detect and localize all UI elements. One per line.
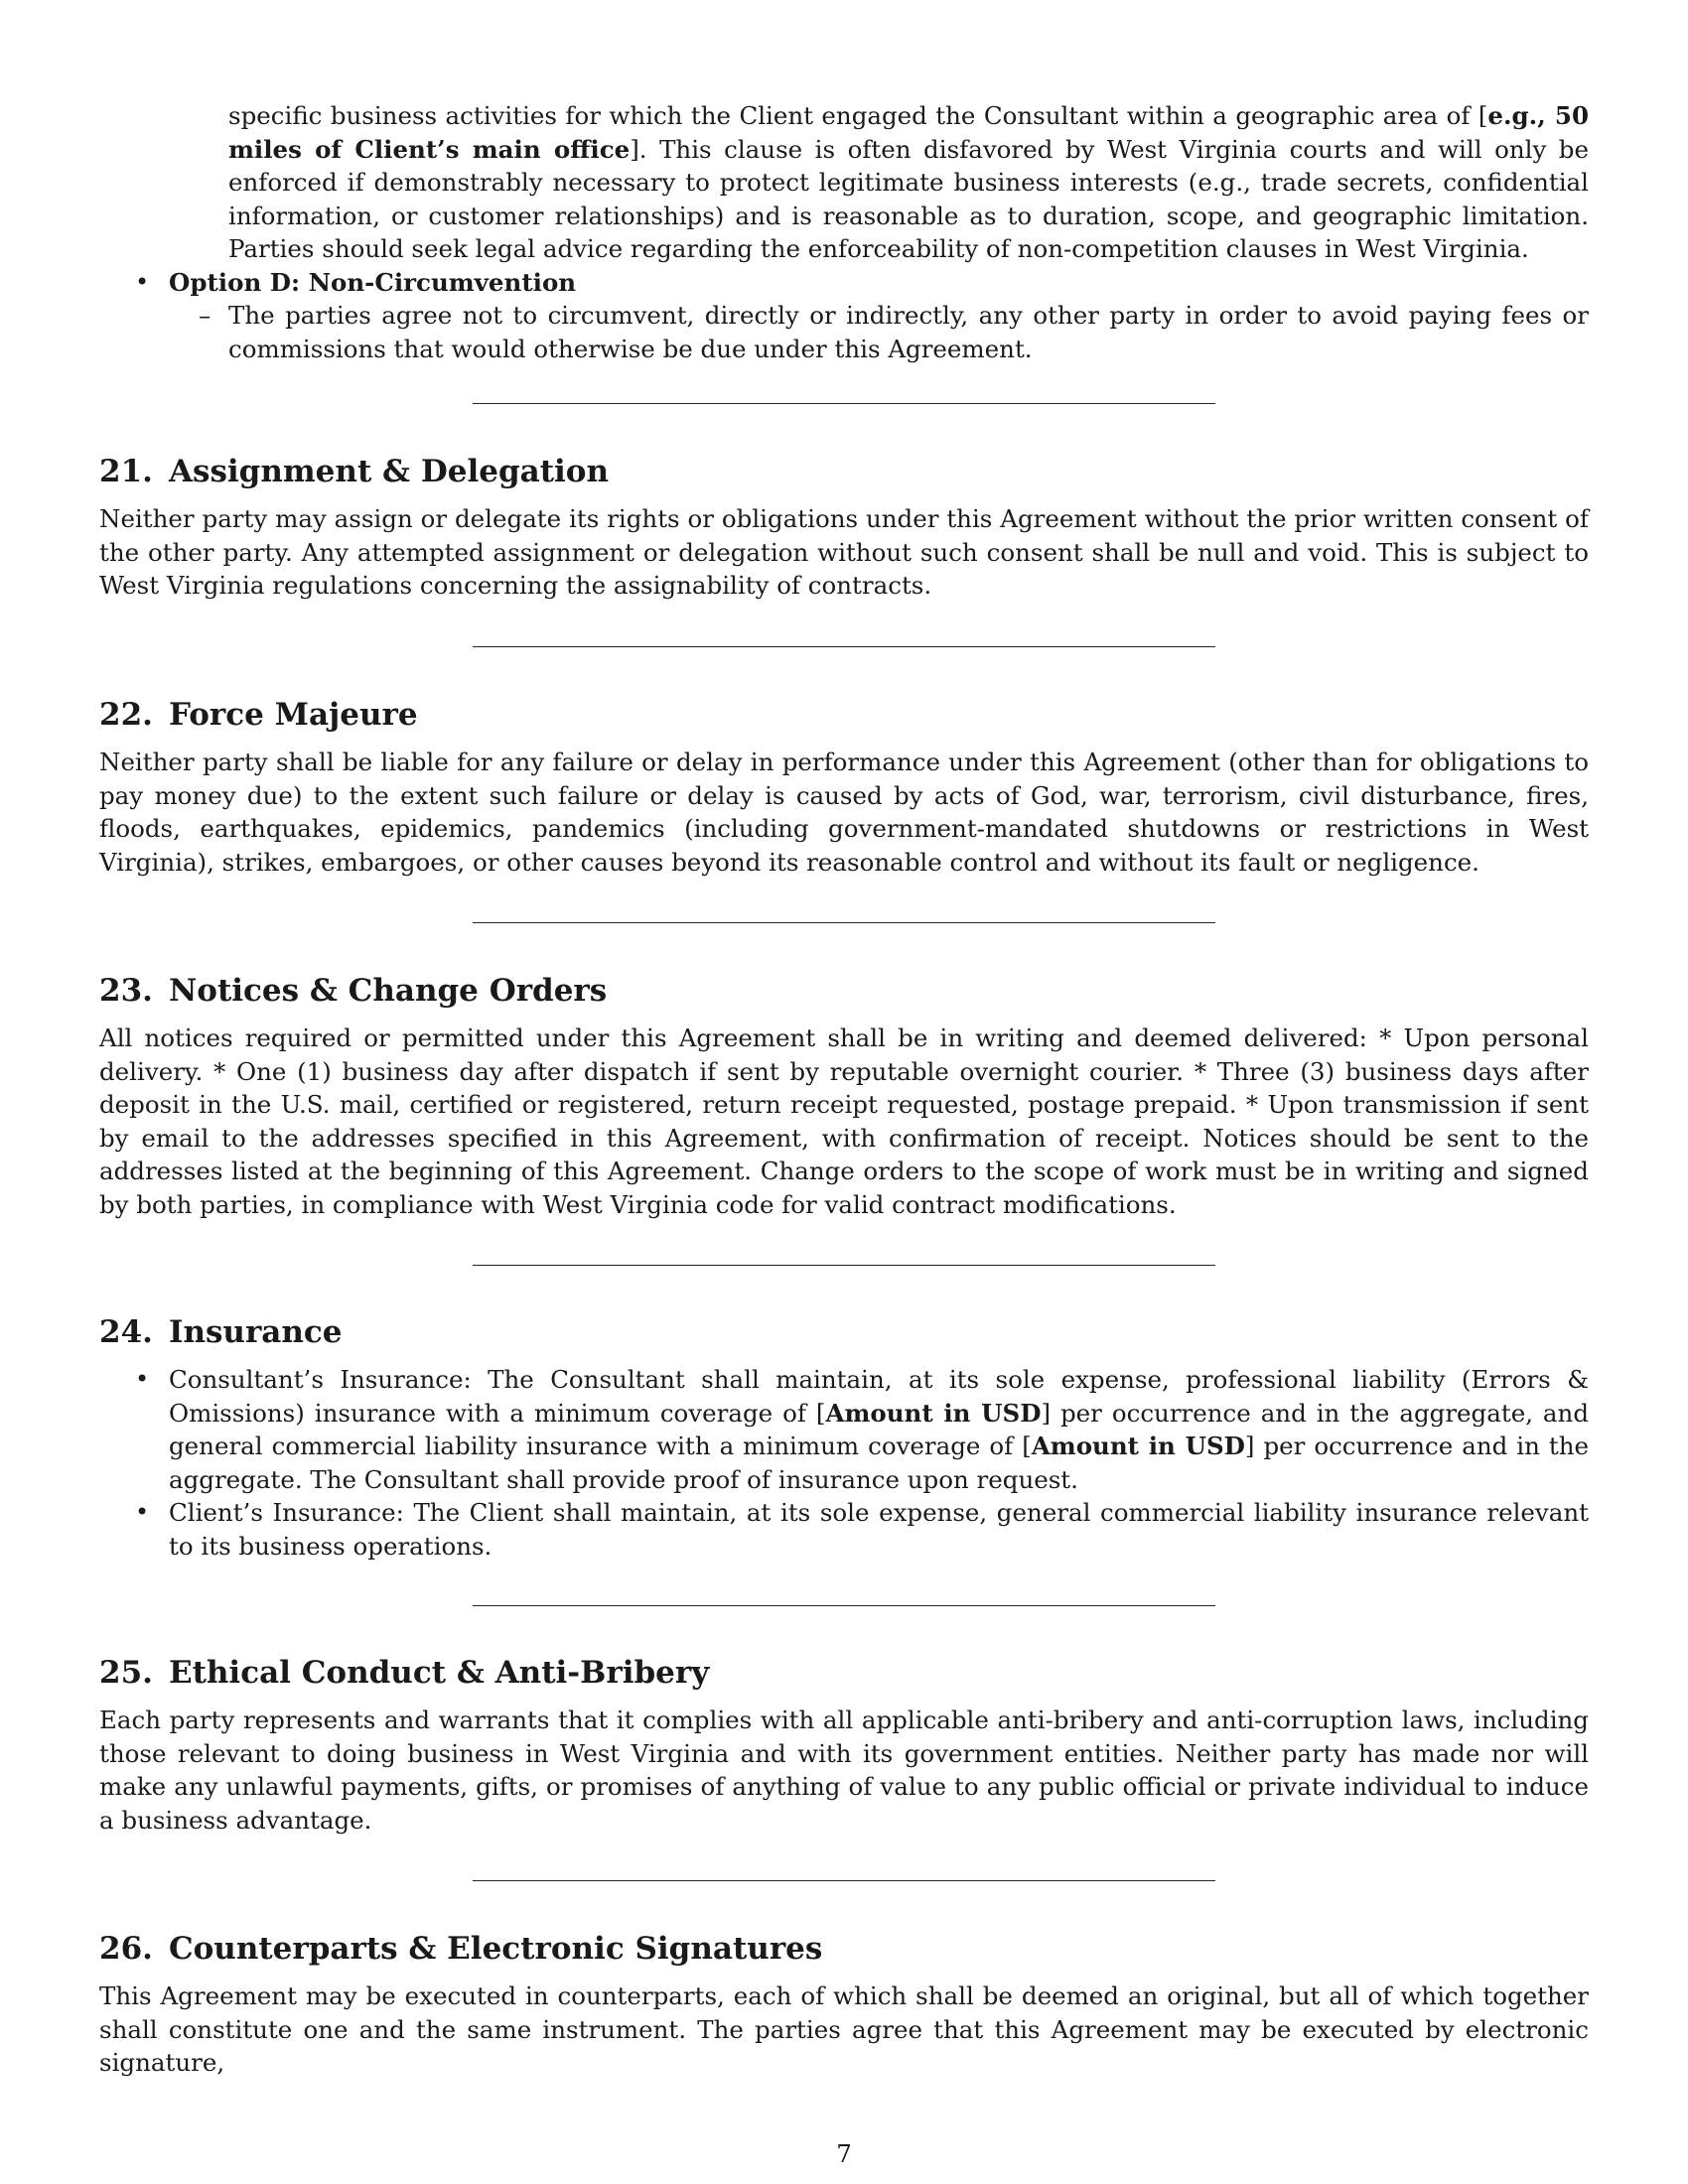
option-c-text: specific business activities for which the Client engaged the Consultant within a geographic area of [e.g., 50 miles of Client’s main office]. This clause is often disfavored by West Virginia courts and will only be enforced if demonstrably necessary to protect legitimate business interests (e.g., trade secrets, confidential information, or customer relationships) and is reasonable as to duration, scope, and geographic limitation. Parties should seek legal advice regarding the enforceability of non-competition clauses in West Virginia. xyxy=(228,101,1589,263)
option-d-item xyxy=(99,266,1589,366)
section-heading: 24. Insurance xyxy=(99,1314,343,1350)
client-insurance-item: • Client’s Insurance: The Client shall maintain, at its sole expense, general commercial liability insurance relevant to its business operations. xyxy=(99,1496,1589,1563)
section-divider xyxy=(473,1605,1215,1606)
option-d-title: Option D: Non-Circumvention xyxy=(169,267,577,297)
section-divider xyxy=(473,403,1215,404)
document-page xyxy=(99,0,1589,2184)
section-heading: 25. Ethical Conduct & Anti-Bribery xyxy=(99,1655,710,1691)
option-d-sublist xyxy=(99,299,1589,365)
section-24 xyxy=(99,1312,1589,1563)
option-d-text: – The parties agree not to circumvent, directly or indirectly, any other party in order to avoid paying fees or commissions that would otherwise be due under this Agreement. xyxy=(99,299,1589,365)
section-divider xyxy=(473,646,1215,647)
section-26 xyxy=(99,1929,1589,2080)
section-divider xyxy=(473,922,1215,923)
section-divider xyxy=(473,1880,1215,1881)
section-heading: 23. Notices & Change Orders xyxy=(99,973,608,1009)
section-body: Neither party may assign or delegate its rights or obligations under this Agreement without the prior written consent of the other party. Any attempted assignment or delegation without such consent shall be null and void. This is subject to West Virginia regulations concerning the assignability of contracts. xyxy=(99,504,1589,600)
section-body: This Agreement may be executed in counterparts, each of which shall be deemed an original, but all of which together shall constitute one and the same instrument. The parties agree that this Agreement may be executed by electronic signature, xyxy=(99,1981,1589,2077)
section-23 xyxy=(99,971,1589,1221)
section-heading: 26. Counterparts & Electronic Signatures xyxy=(99,1931,823,1967)
consultant-insurance-item: • Consultant’s Insurance: The Consultant shall maintain, at its sole expense, professional liability (Errors & Omissions) insurance with a minimum coverage of [Amount in USD] per occurrence and in the aggregate, and general commercial liability insurance with a minimum coverage of [Amount in USD] per occurrence and in the aggregate. The Consultant shall provide proof of insurance upon request. xyxy=(99,1363,1589,1496)
amount-placeholder: Amount in USD xyxy=(825,1398,1042,1428)
section-body: Neither party shall be liable for any failure or delay in performance under this Agreement (other than for obligations to pay money due) to the extent such failure or delay is caused by acts of God, war, terrorism, civil disturbance, fires, floods, earthquakes, epidemics, pandemics (including government-mandated shutdowns or restrictions in West Virginia), strikes, embargoes, or other causes beyond its reasonable control and without its fault or negligence. xyxy=(99,748,1589,877)
section-25 xyxy=(99,1653,1589,1837)
section-heading: 21. Assignment & Delegation xyxy=(99,454,610,489)
section-heading: 22. Force Majeure xyxy=(99,697,418,733)
section-body: Each party represents and warrants that it complies with all applicable anti-bribery and anti-corruption laws, including those relevant to doing business in West Virginia and with its government entities. Neither party has made nor will make any unlawful payments, gifts, or promises of anything of value to any public official or private individual to induce a business advantage. xyxy=(99,1706,1589,1835)
section-body: All notices required or permitted under this Agreement shall be in writing and deemed delivered: * Upon personal delivery. * One (1) business day after dispatch if sent by reputable overnight courier. * Three (3) business days after deposit in the U.S. mail, certified or registered, return receipt requested, postage prepaid. * Upon transmission if sent by email to the addresses specified in this Agreement, with confirmation of receipt. Notices should be sent to the addresses listed at the beginning of this Agreement. Change orders to the scope of work must be in writing and signed by both parties, in compliance with West Virginia code for valid contract modifications. xyxy=(99,1024,1589,1219)
insurance-list xyxy=(99,1363,1589,1563)
amount-placeholder: Amount in USD xyxy=(1031,1432,1245,1460)
section-22 xyxy=(99,695,1589,879)
option-d-list xyxy=(99,266,1589,366)
section-divider xyxy=(473,1265,1215,1266)
geo-area-placeholder: e.g., 50 miles of Client’s main office xyxy=(228,101,1589,164)
section-21 xyxy=(99,452,1589,603)
option-c-continuation xyxy=(99,99,1589,365)
page-number: 7 xyxy=(836,2139,852,2168)
